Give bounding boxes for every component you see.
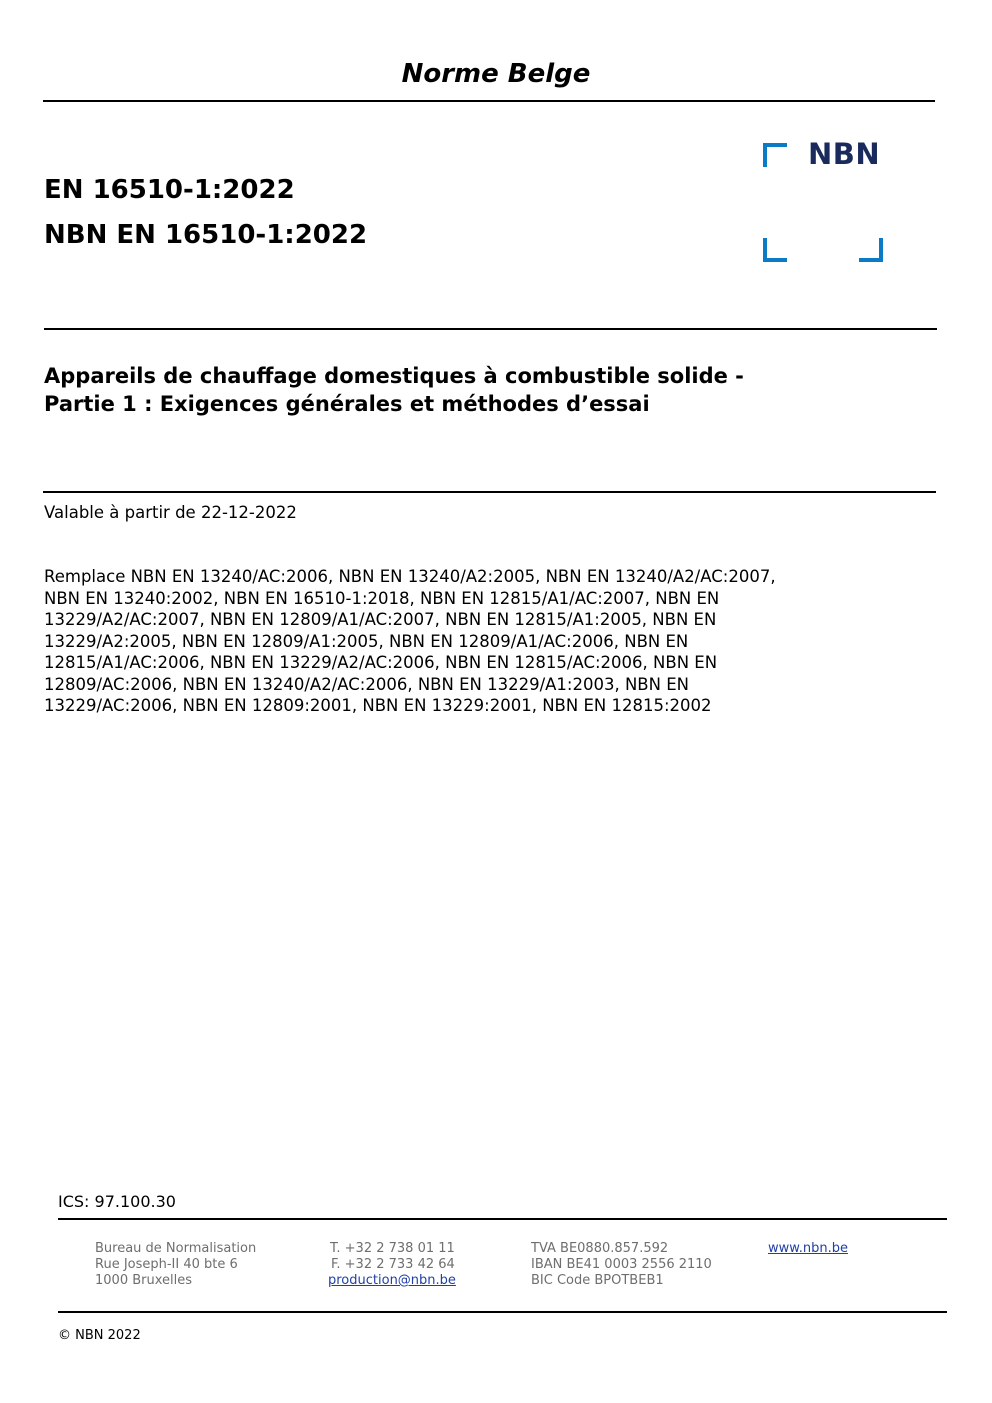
footer-bottom-divider [58,1311,947,1313]
phone-number: T. +32 2 738 01 11 [330,1241,455,1256]
email-link[interactable]: production@nbn.be [328,1273,456,1288]
footer-contact [328,1241,456,1289]
nbn-logo-text: NBN [808,137,881,171]
title-divider [43,491,936,493]
validity-date: Valable à partir de 22-12-2022 [44,503,297,522]
ics-code: ICS: 97.100.30 [58,1192,176,1211]
replaces-list: Remplace NBN EN 13240/AC:2006, NBN EN 13240/A2:2005, NBN EN 13240/A2/AC:2007, NBN EN 13240:2002, NBN EN 16510-1:2018, NBN EN 12815/A1/AC:2007, NBN EN 13229/A2/AC:2007, NBN EN 12809/A1/AC:2007, NBN EN 12815/A1:2005, NBN EN 13229/A2:2005, NBN EN 12809/A1:2005, NBN EN 12809/A1/AC:2006, NBN EN 12815/A1/AC:2006, NBN EN 13229/A2/AC:2006, NBN EN 12815/AC:2006, NBN EN 12809/AC:2006, NBN EN 13240/A2/AC:2006, NBN EN 13229/A1:2003, NBN EN 13229/AC:2006, NBN EN 12809:2001, NBN EN 13229:2001, NBN EN 12815:2002 [44,567,776,715]
page-header-title: Norme Belge [401,59,591,89]
logo-bracket-bottom-right [859,238,883,262]
logo-bracket-bottom-left [763,238,787,262]
footer-address [95,1241,256,1289]
footer-top-divider [58,1218,947,1220]
standard-code-nbn: NBN EN 16510-1:2022 [44,220,368,250]
document-title-line1: Appareils de chauffage domestiques à combustible solide - [44,364,744,388]
document-title-line2: Partie 1 : Exigences générales et méthodes d’essai [44,392,650,416]
address-line2: Rue Joseph-II 40 bte 6 [95,1257,238,1272]
vat-number: TVA BE0880.857.592 [531,1241,669,1256]
iban-number: IBAN BE41 0003 2556 2110 [531,1257,712,1272]
bic-code: BIC Code BPOTBEB1 [531,1273,664,1288]
logo-bracket-top-left [763,143,787,167]
address-line3: 1000 Bruxelles [95,1273,193,1288]
address-line1: Bureau de Normalisation [95,1241,257,1256]
header-divider [43,100,935,102]
fax-number: F. +32 2 733 42 64 [331,1257,455,1272]
standard-code-en: EN 16510-1:2022 [44,175,295,205]
copyright-notice: © NBN 2022 [58,1328,141,1343]
website-link[interactable]: www.nbn.be [768,1241,848,1256]
codes-divider [44,328,937,330]
footer-bank [531,1241,712,1289]
footer-website [768,1241,848,1257]
